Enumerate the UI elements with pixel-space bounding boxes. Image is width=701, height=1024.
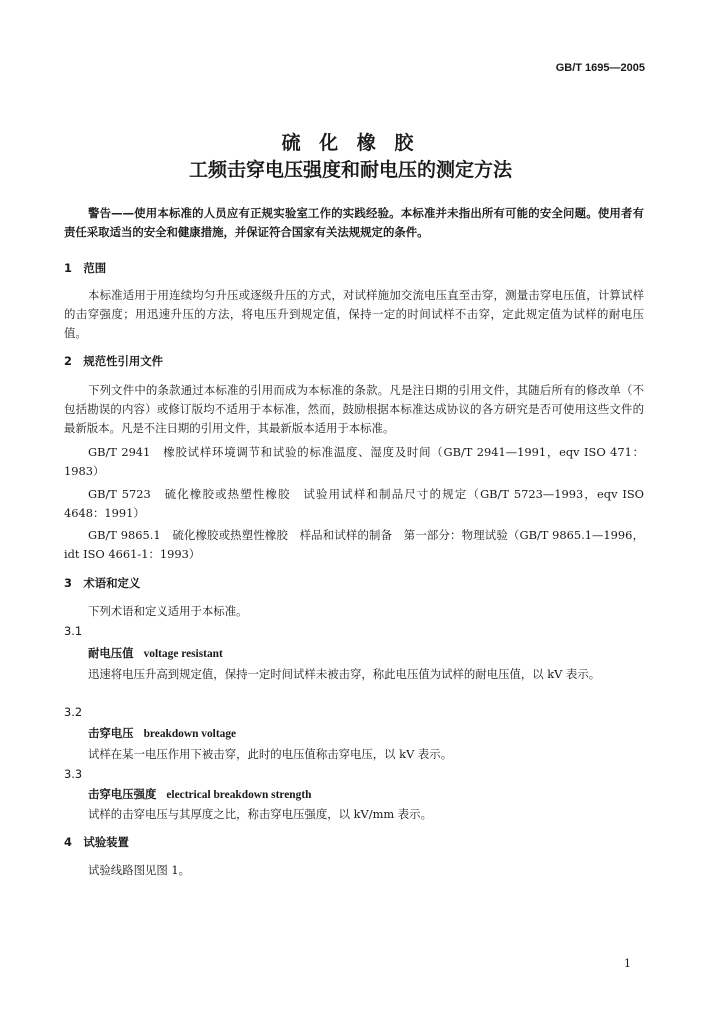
warning-paragraph: 警告——使用本标准的人员应有正规实验室工作的实践经验。本标准并未指出所有可能的安全问题。使用者有责任采取适当的安全和健康措施，并保证符合国家有关法规规定的条件。: [64, 206, 644, 239]
section-3-intro: 下列术语和定义适用于本标准。: [88, 604, 248, 618]
term-title: [88, 725, 236, 741]
title-line-2: 工频击穿电压强度和耐电压的测定方法: [188, 159, 512, 181]
term-english: voltage resistant: [143, 648, 223, 660]
section-1-heading: 1 范围: [64, 261, 107, 275]
page-number: 1: [624, 957, 631, 970]
term-title: [88, 786, 311, 802]
term-english: electrical breakdown strength: [166, 789, 312, 801]
term-number: 3.2: [64, 705, 83, 719]
term-title: [88, 645, 223, 661]
section-3-heading: 3 术语和定义: [64, 576, 141, 590]
section-4-heading: 4 试验装置: [64, 835, 129, 849]
reference-item: GB/T 9865.1 硫化橡胶或热塑性橡胶 样品和试样的制备 第一部分：物理试验（GB/T 9865.1—1996，idt ISO 4661-1：1993）: [64, 528, 644, 561]
term-chinese: 击穿电压强度: [88, 787, 157, 801]
term-definition: 试样的击穿电压与其厚度之比，称击穿电压强度，以 kV/mm 表示。: [88, 807, 432, 821]
section-1-body: 本标准适用于用连续均匀升压或逐级升压的方式，对试样施加交流电压直至击穿，测量击穿电压值，计算试样的击穿强度；用迅速升压的方法，将电压升到规定值，保持一定的时间试样不击穿，定此规定值为试样的耐电压值。: [64, 288, 644, 340]
reference-item: GB/T 5723 硫化橡胶或热塑性橡胶 试验用试样和制品尺寸的规定（GB/T 5723—1993，eqv ISO 4648：1991）: [64, 487, 644, 520]
term-definition: 试样在某一电压作用下被击穿，此时的电压值称击穿电压，以 kV 表示。: [88, 747, 453, 761]
term-english: breakdown voltage: [143, 728, 237, 740]
term-number: 3.3: [64, 767, 83, 781]
section-4-body: 试验线路图见图 1。: [88, 863, 190, 877]
term-chinese: 击穿电压: [88, 726, 134, 740]
term-number: 3.1: [64, 624, 83, 638]
term-definition: 迅速将电压升高到规定值，保持一定时间试样未被击穿，称此电压值为试样的耐电压值，以 kV 表示。: [88, 667, 601, 681]
reference-item: GB/T 2941 橡胶试样环境调节和试验的标准温度、湿度及时间（GB/T 2941—1991，eqv ISO 471：1983）: [64, 445, 644, 478]
standard-code: GB/T 1695—2005: [555, 62, 645, 74]
section-2-heading: 2 规范性引用文件: [64, 354, 164, 368]
term-chinese: 耐电压值: [88, 646, 134, 660]
title-line-1: 硫 化 橡 胶: [281, 132, 420, 154]
section-2-body: 下列文件中的条款通过本标准的引用而成为本标准的条款。凡是注日期的引用文件，其随后所有的修改单（不包括勘误的内容）或修订版均不适用于本标准，然而，鼓励根据本标准达成协议的各方研究是否可使用这些文件的最新版本。凡是不注日期的引用文件，其最新版本适用于本标准。: [64, 383, 644, 435]
